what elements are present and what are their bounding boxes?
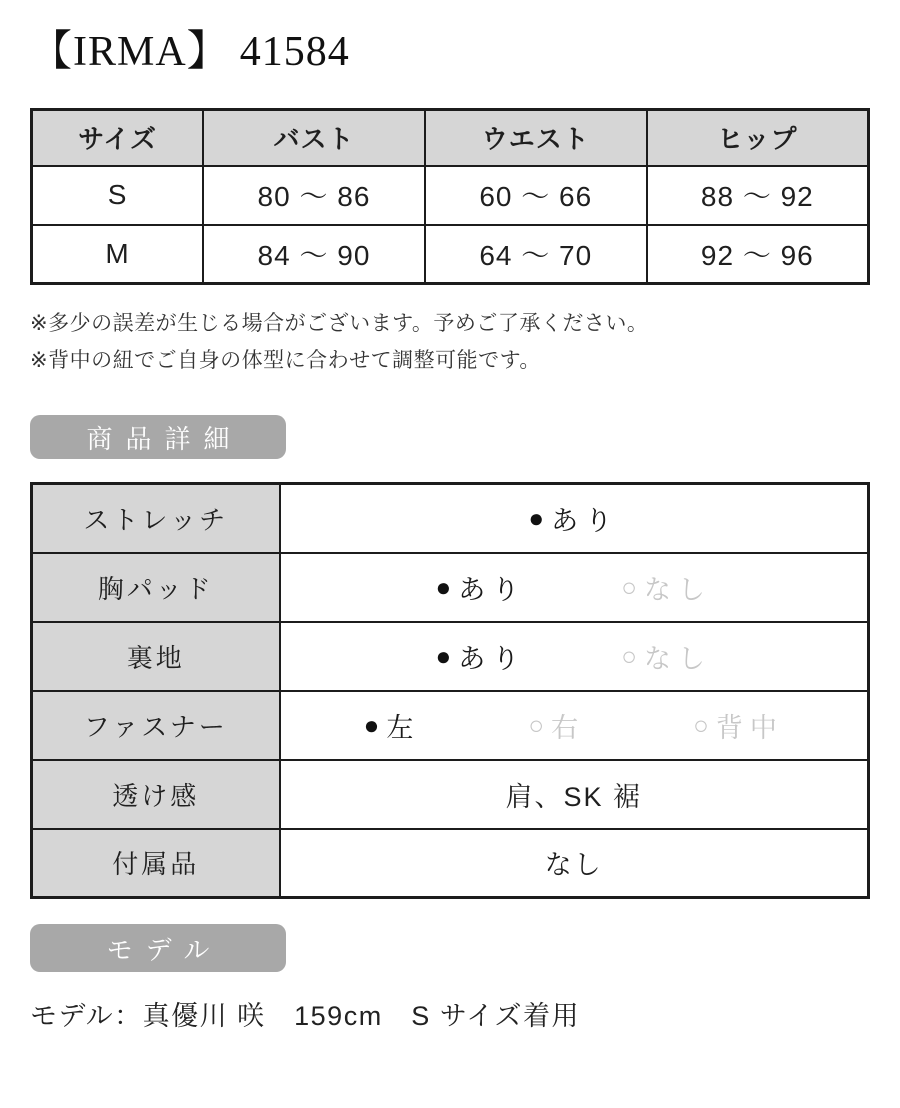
detail-row-accessories: [32, 829, 869, 898]
option-label: 右: [551, 712, 586, 743]
option-group: [282, 499, 867, 538]
detail-label: 裏地: [32, 622, 280, 691]
bust-cell: 80 〜 86: [203, 166, 425, 225]
section-badge-model: [30, 924, 286, 972]
size-table-header-row: [32, 110, 869, 166]
size-table-header-hip: ヒップ: [647, 110, 869, 166]
size-table-header-bust: バスト: [203, 110, 425, 166]
option-label: あり: [458, 643, 527, 674]
bust-cell: 84 〜 90: [203, 225, 425, 284]
option-unselected: [693, 706, 784, 745]
option-label: なし: [643, 643, 712, 674]
detail-row-zipper: [32, 691, 869, 760]
detail-row-sheerness: [32, 760, 869, 829]
detail-label: 透け感: [32, 760, 280, 829]
option-label: あり: [551, 505, 620, 536]
section-badge-product-details: [30, 415, 286, 459]
detail-label: ストレッチ: [32, 484, 280, 553]
size-table-row-m: [32, 225, 869, 284]
detail-label: 付属品: [32, 829, 280, 898]
option-label: 背中: [715, 712, 784, 743]
filled-dot-icon: ●: [363, 710, 380, 740]
waist-cell: 64 〜 70: [425, 225, 647, 284]
detail-row-chest-pad: [32, 553, 869, 622]
section-badge-label: モデル: [106, 934, 223, 965]
size-cell: M: [32, 225, 204, 284]
hip-cell: 92 〜 96: [647, 225, 869, 284]
size-cell: S: [32, 166, 204, 225]
model-info-line: モデル：真優川 咲 159cm S サイズ着用: [30, 1001, 581, 1031]
empty-circle-icon: ○: [528, 710, 545, 740]
size-table-row-s: [32, 166, 869, 225]
detail-value: なし: [280, 829, 869, 898]
option-unselected: [621, 568, 712, 607]
size-table-header-waist: ウエスト: [425, 110, 647, 166]
note-line: ※多少の誤差が生じる場合がございます。予めご了承ください。: [30, 312, 649, 335]
size-notes: [30, 305, 870, 379]
option-selected: [436, 637, 527, 676]
empty-circle-icon: ○: [621, 641, 637, 671]
option-label: あり: [458, 574, 527, 605]
detail-value: 肩、SK 裾: [280, 760, 869, 829]
filled-dot-icon: ●: [528, 503, 545, 534]
option-selected: [436, 568, 527, 607]
section-badge-label: 商品詳細: [86, 423, 243, 454]
option-group: [282, 706, 867, 745]
size-table-header-size: サイズ: [32, 110, 204, 166]
empty-circle-icon: ○: [693, 710, 709, 740]
option-selected: [528, 499, 619, 538]
brand-name: 【IRMA】: [30, 29, 230, 75]
option-label: なし: [643, 574, 712, 605]
detail-row-stretch: [32, 484, 869, 553]
filled-dot-icon: ●: [435, 641, 452, 671]
option-group: [282, 568, 867, 607]
page-title: [30, 28, 870, 76]
empty-circle-icon: ○: [621, 572, 637, 602]
product-code: 41584: [239, 29, 350, 75]
option-label: 左: [386, 712, 421, 743]
waist-cell: 60 〜 66: [425, 166, 647, 225]
filled-dot-icon: ●: [435, 572, 452, 602]
note-line: ※背中の紐でご自身の体型に合わせて調整可能です。: [30, 349, 541, 372]
detail-label: 胸パッド: [32, 553, 280, 622]
option-unselected: [528, 706, 585, 745]
option-unselected: [621, 637, 712, 676]
product-spec-sheet: [0, 28, 900, 1108]
detail-label: ファスナー: [32, 691, 280, 760]
product-detail-table: [30, 482, 870, 899]
option-group: [282, 637, 867, 676]
option-selected: [364, 706, 421, 745]
size-table: [30, 108, 870, 285]
detail-row-lining: [32, 622, 869, 691]
hip-cell: 88 〜 92: [647, 166, 869, 225]
